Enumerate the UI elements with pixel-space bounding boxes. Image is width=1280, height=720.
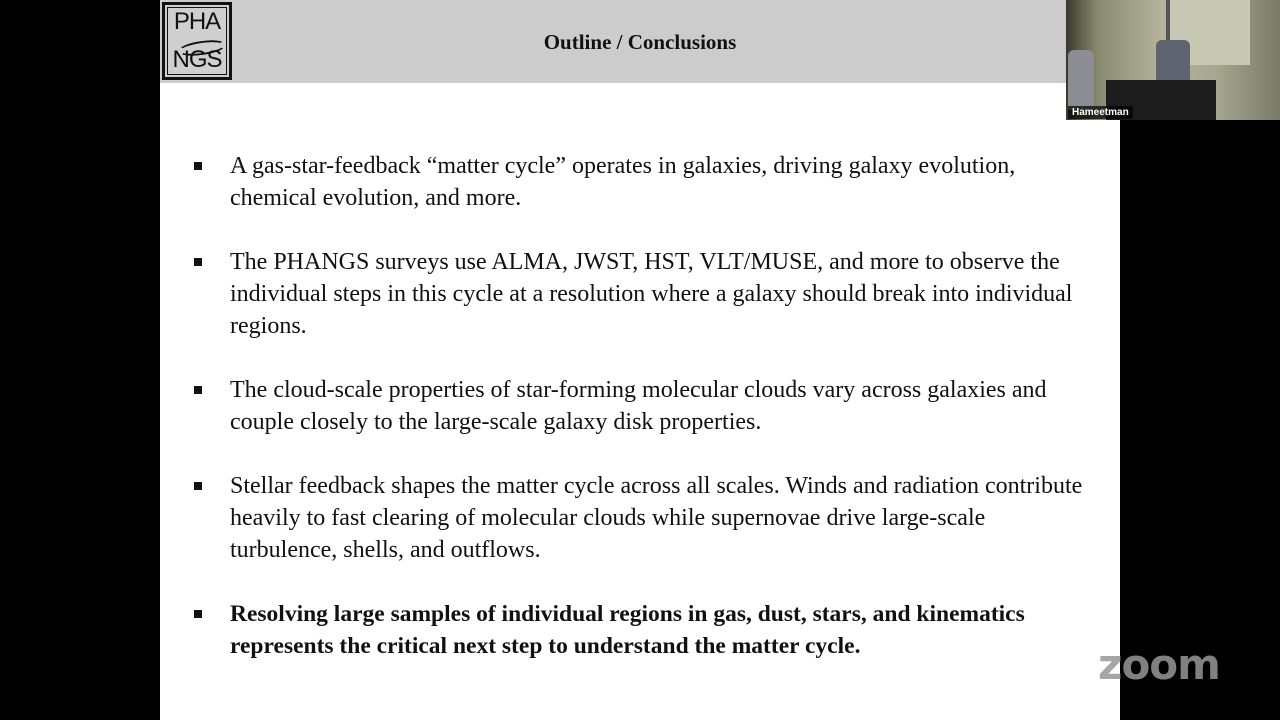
bullet-text: A gas-star-feedback “matter cycle” operates in galaxies, driving galaxy evolution, chemical evolution, and more. bbox=[230, 153, 1016, 211]
square-bullet-icon bbox=[194, 258, 202, 266]
bullet-text: The PHANGS surveys use ALMA, JWST, HST, VLT/MUSE, and more to observe the individual steps in this cycle at a resolution where a galaxy should break into individual regions. bbox=[230, 249, 1073, 339]
square-bullet-icon bbox=[194, 162, 202, 170]
participant-video-tile[interactable] bbox=[1066, 0, 1280, 120]
bullet-item bbox=[194, 150, 1094, 214]
square-bullet-icon bbox=[194, 386, 202, 394]
video-person-seated bbox=[1068, 50, 1094, 110]
square-bullet-icon bbox=[194, 482, 202, 490]
zoom-logo-watermark: zoom bbox=[1098, 640, 1220, 689]
bullet-item bbox=[194, 374, 1094, 438]
square-bullet-icon bbox=[194, 610, 202, 618]
bullet-text: Stellar feedback shapes the matter cycle across all scales. Winds and radiation contribute heavily to fast clearing of molecular clouds while supernovae drive large-scale turbulence, shells, and outflows. bbox=[230, 473, 1083, 563]
shared-slide bbox=[160, 0, 1120, 720]
bullet-item bbox=[194, 470, 1094, 566]
slide-header bbox=[160, 0, 1120, 83]
bullet-item-conclusion bbox=[194, 598, 1094, 662]
participant-name-label: Hameetman bbox=[1068, 106, 1133, 119]
slide-title: Outline / Conclusions bbox=[543, 30, 737, 54]
bullet-item bbox=[194, 246, 1094, 342]
bullet-list bbox=[194, 150, 1094, 694]
logo-text-top: PHA bbox=[173, 8, 221, 35]
bullet-text: Resolving large samples of individual regions in gas, dust, stars, and kinematics represents the critical next step to understand the matter cycle. bbox=[230, 601, 1025, 659]
logo-text-bottom: NGS bbox=[172, 46, 222, 73]
bullet-text: The cloud-scale properties of star-forming molecular clouds vary across galaxies and couple closely to the large-scale galaxy disk properties. bbox=[230, 377, 1047, 435]
